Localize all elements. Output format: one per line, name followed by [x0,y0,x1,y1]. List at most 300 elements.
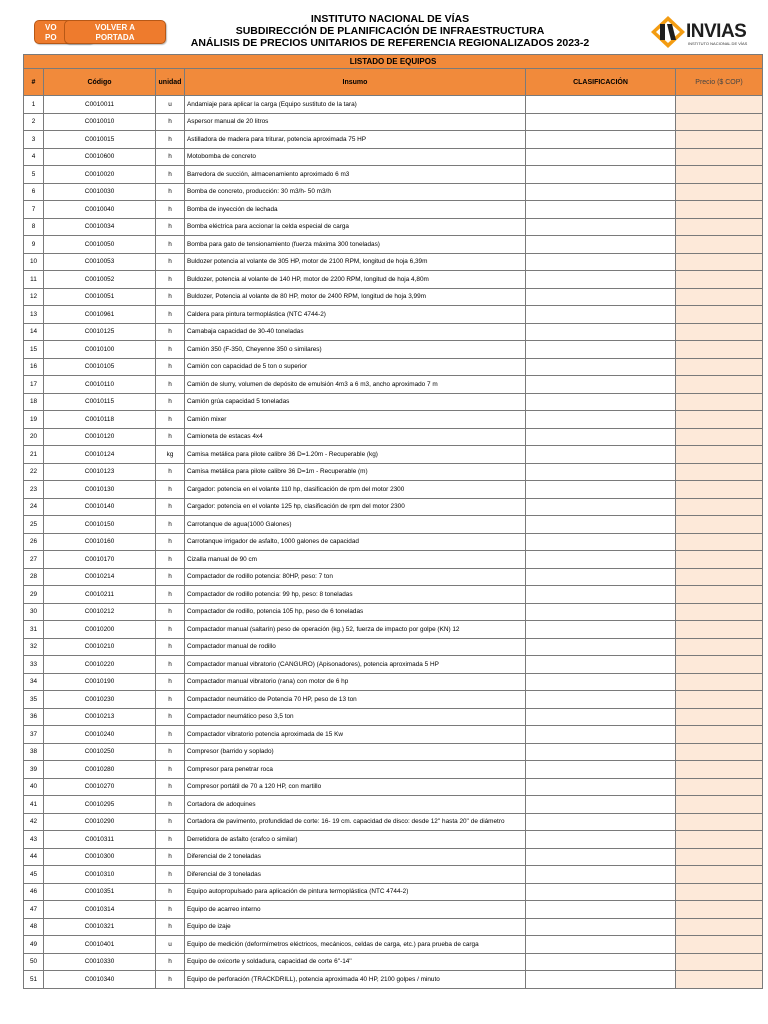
row-item[interactable]: Compactador de rodillo potencia: 99 hp, peso: 8 toneladas [185,586,526,604]
row-price-cell[interactable] [676,953,763,971]
row-number[interactable]: 30 [24,603,44,621]
row-classification-cell[interactable] [526,901,676,919]
row-item[interactable]: Buldozer, potencia al volante de 140 HP, motor de 2200 RPM, longitud de hoja 4,80m [185,271,526,289]
row-unit[interactable]: h [156,236,185,254]
row-code[interactable]: C0010160 [44,533,156,551]
row-number[interactable]: 4 [24,148,44,166]
row-number[interactable]: 27 [24,551,44,569]
row-item[interactable]: Carrotanque de agua(1000 Galones) [185,516,526,534]
row-number[interactable]: 33 [24,656,44,674]
row-classification-cell[interactable] [526,918,676,936]
back-to-cover-button-behind[interactable]: VO PO [34,20,94,44]
row-classification-cell[interactable] [526,218,676,236]
row-code[interactable]: C0010040 [44,201,156,219]
row-classification-cell[interactable] [526,306,676,324]
row-classification-cell[interactable] [526,831,676,849]
row-code[interactable]: C0010011 [44,96,156,114]
row-number[interactable]: 5 [24,166,44,184]
row-item[interactable]: Carrotanque irrigador de asfalto, 1000 galones de capacidad [185,533,526,551]
row-code[interactable]: C0010034 [44,218,156,236]
row-item[interactable]: Equipo de medición (deformímetros eléctricos, mecánicos, celdas de carga, etc.) para prueba de carga [185,936,526,954]
row-unit[interactable]: kg [156,446,185,464]
row-number[interactable]: 13 [24,306,44,324]
row-price-cell[interactable] [676,463,763,481]
row-item[interactable]: Andamiaje para aplicar la carga (Equipo sustituto de la tara) [185,96,526,114]
row-code[interactable]: C0010321 [44,918,156,936]
row-unit[interactable]: h [156,201,185,219]
row-classification-cell[interactable] [526,726,676,744]
row-code[interactable]: C0010290 [44,813,156,831]
row-item[interactable]: Motobomba de concreto [185,148,526,166]
row-price-cell[interactable] [676,271,763,289]
row-price-cell[interactable] [676,586,763,604]
row-price-cell[interactable] [676,621,763,639]
row-classification-cell[interactable] [526,463,676,481]
row-item[interactable]: Astilladora de madera para triturar, potencia aproximada 75 HP [185,131,526,149]
row-code[interactable]: C0010020 [44,166,156,184]
row-number[interactable]: 17 [24,376,44,394]
row-price-cell[interactable] [676,183,763,201]
row-code[interactable]: C0010295 [44,796,156,814]
row-item[interactable]: Camisa metálica para pilote calibre 36 D=1m - Recuperable (m) [185,463,526,481]
row-number[interactable]: 29 [24,586,44,604]
row-unit[interactable]: h [156,323,185,341]
row-code[interactable]: C0010340 [44,971,156,989]
row-price-cell[interactable] [676,341,763,359]
row-price-cell[interactable] [676,306,763,324]
row-number[interactable]: 32 [24,638,44,656]
row-price-cell[interactable] [676,638,763,656]
row-number[interactable]: 22 [24,463,44,481]
row-classification-cell[interactable] [526,428,676,446]
row-code[interactable]: C0010120 [44,428,156,446]
row-classification-cell[interactable] [526,743,676,761]
row-unit[interactable]: h [156,568,185,586]
row-unit[interactable]: h [156,148,185,166]
row-unit[interactable]: h [156,288,185,306]
row-item[interactable]: Equipo de izaje [185,918,526,936]
row-number[interactable]: 6 [24,183,44,201]
row-number[interactable]: 26 [24,533,44,551]
row-classification-cell[interactable] [526,936,676,954]
row-code[interactable]: C0010051 [44,288,156,306]
row-number[interactable]: 50 [24,953,44,971]
row-unit[interactable]: h [156,691,185,709]
row-code[interactable]: C0010200 [44,621,156,639]
row-number[interactable]: 39 [24,761,44,779]
row-item[interactable]: Cortadora de adoquines [185,796,526,814]
row-item[interactable]: Camión grúa capacidad 5 toneladas [185,393,526,411]
row-unit[interactable]: h [156,971,185,989]
row-item[interactable]: Camisa metálica para pilote calibre 36 D=1.20m - Recuperable (kg) [185,446,526,464]
row-unit[interactable]: h [156,341,185,359]
row-classification-cell[interactable] [526,393,676,411]
row-unit[interactable]: h [156,376,185,394]
row-item[interactable]: Compactador manual vibratorio (rana) con motor de 6 hp [185,673,526,691]
row-code[interactable]: C0010214 [44,568,156,586]
row-code[interactable]: C0010170 [44,551,156,569]
row-code[interactable]: C0010130 [44,481,156,499]
row-number[interactable]: 28 [24,568,44,586]
row-number[interactable]: 11 [24,271,44,289]
row-classification-cell[interactable] [526,323,676,341]
row-item[interactable]: Buldozer potencia al volante de 305 HP, motor de 2100 RPM, longitud de hoja 6,39m [185,253,526,271]
row-classification-cell[interactable] [526,113,676,131]
row-code[interactable]: C0010124 [44,446,156,464]
row-unit[interactable]: h [156,516,185,534]
row-item[interactable]: Bomba de concreto, producción: 30 m3/h- 50 m3/h [185,183,526,201]
row-item[interactable]: Caldera para pintura termoplástica (NTC 4744-2) [185,306,526,324]
row-code[interactable]: C0010123 [44,463,156,481]
row-classification-cell[interactable] [526,446,676,464]
row-classification-cell[interactable] [526,656,676,674]
row-unit[interactable]: h [156,481,185,499]
row-unit[interactable]: u [156,96,185,114]
row-number[interactable]: 37 [24,726,44,744]
row-unit[interactable]: h [156,883,185,901]
row-code[interactable]: C0010401 [44,936,156,954]
row-price-cell[interactable] [676,253,763,271]
row-number[interactable]: 8 [24,218,44,236]
row-unit[interactable]: h [156,253,185,271]
row-classification-cell[interactable] [526,691,676,709]
row-item[interactable]: Derretidora de asfalto (crafco o similar) [185,831,526,849]
row-unit[interactable]: h [156,778,185,796]
row-classification-cell[interactable] [526,603,676,621]
row-price-cell[interactable] [676,131,763,149]
row-price-cell[interactable] [676,218,763,236]
row-unit[interactable]: h [156,761,185,779]
row-unit[interactable]: h [156,726,185,744]
row-item[interactable]: Camioneta de estacas 4x4 [185,428,526,446]
row-number[interactable]: 24 [24,498,44,516]
row-number[interactable]: 20 [24,428,44,446]
row-price-cell[interactable] [676,918,763,936]
row-price-cell[interactable] [676,201,763,219]
row-unit[interactable]: h [156,656,185,674]
row-item[interactable]: Compactador neumático peso 3,5 ton [185,708,526,726]
row-classification-cell[interactable] [526,796,676,814]
row-item[interactable]: Diferencial de 3 toneladas [185,866,526,884]
row-classification-cell[interactable] [526,411,676,429]
row-classification-cell[interactable] [526,953,676,971]
row-classification-cell[interactable] [526,271,676,289]
row-classification-cell[interactable] [526,288,676,306]
row-unit[interactable]: h [156,306,185,324]
row-unit[interactable]: h [156,428,185,446]
row-unit[interactable]: h [156,218,185,236]
row-number[interactable]: 18 [24,393,44,411]
row-unit[interactable]: h [156,831,185,849]
row-unit[interactable]: h [156,131,185,149]
row-price-cell[interactable] [676,393,763,411]
row-item[interactable]: Compactador de rodillo, potencia 105 hp, peso de 6 toneladas [185,603,526,621]
row-unit[interactable]: h [156,551,185,569]
row-item[interactable]: Aspersor manual de 20 litros [185,113,526,131]
row-price-cell[interactable] [676,533,763,551]
row-unit[interactable]: h [156,743,185,761]
back-to-cover-button[interactable]: VOLVER A PORTADA [64,20,166,44]
row-price-cell[interactable] [676,481,763,499]
row-price-cell[interactable] [676,428,763,446]
row-item[interactable]: Cargador: potencia en el volante 110 hp, clasificación de rpm del motor 2300 [185,481,526,499]
row-classification-cell[interactable] [526,848,676,866]
row-number[interactable]: 49 [24,936,44,954]
row-classification-cell[interactable] [526,533,676,551]
row-price-cell[interactable] [676,778,763,796]
row-classification-cell[interactable] [526,673,676,691]
row-classification-cell[interactable] [526,253,676,271]
row-unit[interactable]: h [156,638,185,656]
row-code[interactable]: C0010230 [44,691,156,709]
row-price-cell[interactable] [676,236,763,254]
row-price-cell[interactable] [676,673,763,691]
row-number[interactable]: 16 [24,358,44,376]
row-number[interactable]: 35 [24,691,44,709]
row-price-cell[interactable] [676,96,763,114]
row-classification-cell[interactable] [526,971,676,989]
row-code[interactable]: C0010270 [44,778,156,796]
row-classification-cell[interactable] [526,183,676,201]
row-price-cell[interactable] [676,796,763,814]
row-price-cell[interactable] [676,726,763,744]
row-price-cell[interactable] [676,691,763,709]
row-classification-cell[interactable] [526,813,676,831]
row-number[interactable]: 19 [24,411,44,429]
row-number[interactable]: 7 [24,201,44,219]
row-code[interactable]: C0010220 [44,656,156,674]
row-price-cell[interactable] [676,376,763,394]
row-number[interactable]: 45 [24,866,44,884]
row-number[interactable]: 48 [24,918,44,936]
row-price-cell[interactable] [676,411,763,429]
row-unit[interactable]: h [156,358,185,376]
row-item[interactable]: Camión de slurry, volumen de depósito de emulsión 4m3 a 6 m3, ancho aproximado 7 m [185,376,526,394]
row-classification-cell[interactable] [526,481,676,499]
row-number[interactable]: 21 [24,446,44,464]
row-code[interactable]: C0010213 [44,708,156,726]
row-code[interactable]: C0010053 [44,253,156,271]
row-price-cell[interactable] [676,883,763,901]
row-number[interactable]: 9 [24,236,44,254]
row-item[interactable]: Equipo autopropulsado para aplicación de pintura termoplástica (NTC 4744-2) [185,883,526,901]
row-number[interactable]: 10 [24,253,44,271]
row-code[interactable]: C0010211 [44,586,156,604]
row-code[interactable]: C0010030 [44,183,156,201]
row-unit[interactable]: h [156,603,185,621]
row-item[interactable]: Equipo de perforación (TRACKDRILL), potencia aproximada 40 HP, 2100 golpes / minuto [185,971,526,989]
row-number[interactable]: 23 [24,481,44,499]
row-price-cell[interactable] [676,743,763,761]
row-classification-cell[interactable] [526,586,676,604]
row-number[interactable]: 34 [24,673,44,691]
row-number[interactable]: 14 [24,323,44,341]
row-item[interactable]: Compresor para penetrar roca [185,761,526,779]
row-code[interactable]: C0010115 [44,393,156,411]
row-code[interactable]: C0010210 [44,638,156,656]
row-price-cell[interactable] [676,901,763,919]
row-code[interactable]: C0010118 [44,411,156,429]
row-item[interactable]: Compactador manual de rodillo [185,638,526,656]
row-code[interactable]: C0010330 [44,953,156,971]
row-price-cell[interactable] [676,866,763,884]
row-code[interactable]: C0010212 [44,603,156,621]
row-price-cell[interactable] [676,936,763,954]
row-number[interactable]: 2 [24,113,44,131]
row-classification-cell[interactable] [526,638,676,656]
row-code[interactable]: C0010351 [44,883,156,901]
row-price-cell[interactable] [676,446,763,464]
row-price-cell[interactable] [676,288,763,306]
row-unit[interactable]: h [156,463,185,481]
row-item[interactable]: Camión con capacidad de 5 ton o superior [185,358,526,376]
row-classification-cell[interactable] [526,761,676,779]
row-classification-cell[interactable] [526,96,676,114]
row-classification-cell[interactable] [526,201,676,219]
row-number[interactable]: 43 [24,831,44,849]
row-item[interactable]: Equipo de acarreo interno [185,901,526,919]
row-price-cell[interactable] [676,603,763,621]
row-classification-cell[interactable] [526,166,676,184]
row-unit[interactable]: h [156,166,185,184]
row-item[interactable]: Compactador de rodillo potencia: 80HP, peso: 7 ton [185,568,526,586]
row-classification-cell[interactable] [526,358,676,376]
row-classification-cell[interactable] [526,341,676,359]
row-code[interactable]: C0010250 [44,743,156,761]
row-unit[interactable]: h [156,848,185,866]
row-number[interactable]: 1 [24,96,44,114]
row-item[interactable]: Bomba para gato de tensionamiento (fuerza máxima 300 toneladas) [185,236,526,254]
row-code[interactable]: C0010240 [44,726,156,744]
row-classification-cell[interactable] [526,621,676,639]
row-price-cell[interactable] [676,971,763,989]
row-classification-cell[interactable] [526,883,676,901]
row-number[interactable]: 40 [24,778,44,796]
row-price-cell[interactable] [676,166,763,184]
row-price-cell[interactable] [676,358,763,376]
row-item[interactable]: Barredora de succión, almacenamiento aproximado 6 m3 [185,166,526,184]
row-code[interactable]: C0010961 [44,306,156,324]
row-code[interactable]: C0010015 [44,131,156,149]
row-unit[interactable]: h [156,813,185,831]
row-item[interactable]: Camión 350 (F-350, Cheyenne 350 o similares) [185,341,526,359]
row-price-cell[interactable] [676,568,763,586]
row-classification-cell[interactable] [526,551,676,569]
row-item[interactable]: Compresor portátil de 70 a 120 HP, con martillo [185,778,526,796]
row-code[interactable]: C0010150 [44,516,156,534]
row-price-cell[interactable] [676,761,763,779]
row-price-cell[interactable] [676,113,763,131]
row-unit[interactable]: h [156,953,185,971]
row-code[interactable]: C0010280 [44,761,156,779]
row-classification-cell[interactable] [526,376,676,394]
row-item[interactable]: Diferencial de 2 toneladas [185,848,526,866]
row-unit[interactable]: h [156,708,185,726]
row-item[interactable]: Camabaja capacidad de 30-40 toneladas [185,323,526,341]
row-number[interactable]: 44 [24,848,44,866]
row-item[interactable]: Compactador manual vibratorio (CANGURO) (Apisonadores), potencia aproximada 5 HP [185,656,526,674]
row-classification-cell[interactable] [526,778,676,796]
row-unit[interactable]: h [156,918,185,936]
row-item[interactable]: Cargador: potencia en el volante 125 hp, clasificación de rpm del motor 2300 [185,498,526,516]
row-number[interactable]: 25 [24,516,44,534]
row-code[interactable]: C0010125 [44,323,156,341]
row-code[interactable]: C0010140 [44,498,156,516]
row-number[interactable]: 42 [24,813,44,831]
row-price-cell[interactable] [676,516,763,534]
row-classification-cell[interactable] [526,236,676,254]
row-item[interactable]: Compresor (barrido y soplado) [185,743,526,761]
row-code[interactable]: C0010110 [44,376,156,394]
row-price-cell[interactable] [676,848,763,866]
row-unit[interactable]: h [156,183,185,201]
row-unit[interactable]: u [156,936,185,954]
row-price-cell[interactable] [676,148,763,166]
row-classification-cell[interactable] [526,148,676,166]
row-classification-cell[interactable] [526,498,676,516]
row-number[interactable]: 15 [24,341,44,359]
row-unit[interactable]: h [156,393,185,411]
row-number[interactable]: 38 [24,743,44,761]
row-item[interactable]: Cizalla manual de 90 cm [185,551,526,569]
row-price-cell[interactable] [676,498,763,516]
row-number[interactable]: 3 [24,131,44,149]
row-number[interactable]: 36 [24,708,44,726]
row-unit[interactable]: h [156,533,185,551]
row-item[interactable]: Compactador manual (saltarín) peso de operación (kg.) 52, fuerza de impacto por golpe (KN) 12 [185,621,526,639]
row-item[interactable]: Bomba eléctrica para accionar la celda especial de carga [185,218,526,236]
row-unit[interactable]: h [156,271,185,289]
row-number[interactable]: 31 [24,621,44,639]
row-price-cell[interactable] [676,551,763,569]
row-code[interactable]: C0010105 [44,358,156,376]
row-unit[interactable]: h [156,796,185,814]
row-code[interactable]: C0010314 [44,901,156,919]
row-classification-cell[interactable] [526,568,676,586]
row-unit[interactable]: h [156,411,185,429]
row-number[interactable]: 41 [24,796,44,814]
row-classification-cell[interactable] [526,866,676,884]
row-price-cell[interactable] [676,813,763,831]
row-number[interactable]: 46 [24,883,44,901]
row-code[interactable]: C0010050 [44,236,156,254]
row-code[interactable]: C0010600 [44,148,156,166]
row-code[interactable]: C0010190 [44,673,156,691]
row-code[interactable]: C0010310 [44,866,156,884]
row-unit[interactable]: h [156,673,185,691]
row-code[interactable]: C0010311 [44,831,156,849]
row-price-cell[interactable] [676,656,763,674]
row-code[interactable]: C0010010 [44,113,156,131]
row-item[interactable]: Cortadora de pavimento, profundidad de corte: 16- 19 cm. capacidad de disco: desde 12'' hasta 20'' de diámetro [185,813,526,831]
row-code[interactable]: C0010052 [44,271,156,289]
row-classification-cell[interactable] [526,516,676,534]
row-number[interactable]: 47 [24,901,44,919]
row-unit[interactable]: h [156,866,185,884]
row-item[interactable]: Buldozer, Potencia al volante de 80 HP, motor de 2400 RPM, longitud de hoja 3,99m [185,288,526,306]
row-number[interactable]: 12 [24,288,44,306]
row-item[interactable]: Bomba de inyección de lechada [185,201,526,219]
row-item[interactable]: Camión mixer [185,411,526,429]
row-price-cell[interactable] [676,323,763,341]
row-number[interactable]: 51 [24,971,44,989]
row-unit[interactable]: h [156,621,185,639]
row-price-cell[interactable] [676,831,763,849]
row-unit[interactable]: h [156,498,185,516]
row-unit[interactable]: h [156,586,185,604]
row-item[interactable]: Compactador neumático de Potencia 70 HP, peso de 13 ton [185,691,526,709]
row-classification-cell[interactable] [526,131,676,149]
